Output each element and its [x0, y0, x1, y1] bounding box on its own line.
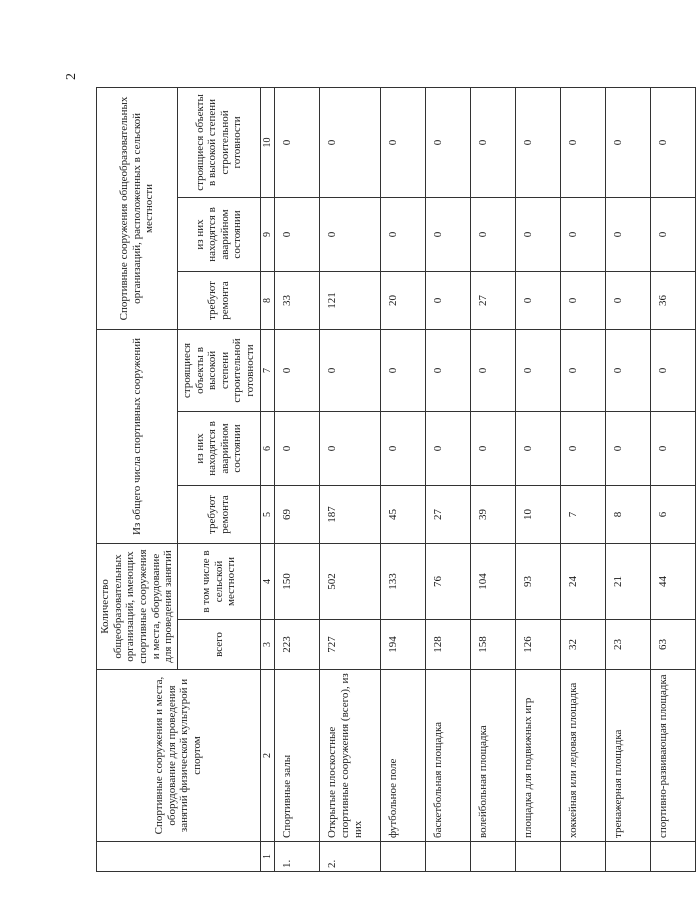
cell-repair: 27 [426, 485, 471, 543]
facility-name: тренажерная площадка [606, 670, 651, 842]
page-number: 2 [64, 73, 79, 80]
cell-rural-repair: 33 [275, 271, 320, 329]
cell-rural: 44 [651, 543, 696, 619]
row-index [516, 842, 561, 872]
cell-rural-emergency: 0 [275, 197, 320, 271]
cell-emergency: 0 [381, 411, 426, 485]
cell-repair: 7 [561, 485, 606, 543]
column-number: 7 [260, 329, 275, 411]
header-rural-construction: строящиеся объекты в высокой степени строительной готовности [177, 87, 260, 197]
cell-repair: 6 [651, 485, 696, 543]
column-number: 9 [260, 197, 275, 271]
column-number: 3 [260, 620, 275, 670]
cell-rural: 21 [606, 543, 651, 619]
cell-construction: 0 [561, 329, 606, 411]
cell-emergency: 0 [471, 411, 516, 485]
header-rural-emergency: из них находятся в аварийном состоянии [177, 197, 260, 271]
cell-total: 727 [320, 620, 381, 670]
cell-rural-construction: 0 [275, 87, 320, 197]
cell-rural-construction: 0 [381, 87, 426, 197]
cell-repair: 187 [320, 485, 381, 543]
facility-name: баскетбольная площадка [426, 670, 471, 842]
column-number: 4 [260, 543, 275, 619]
column-number: 5 [260, 485, 275, 543]
cell-repair: 45 [381, 485, 426, 543]
cell-rural-emergency: 0 [320, 197, 381, 271]
cell-rural-repair: 36 [651, 271, 696, 329]
cell-construction: 0 [381, 329, 426, 411]
facility-name: спортивно-развивающая площадка [651, 670, 696, 842]
cell-total: 63 [651, 620, 696, 670]
cell-total: 126 [516, 620, 561, 670]
cell-rural-emergency: 0 [651, 197, 696, 271]
cell-rural: 24 [561, 543, 606, 619]
header-emergency: из них находятся в аварийном состоянии [177, 411, 260, 485]
cell-construction: 0 [320, 329, 381, 411]
cell-total: 158 [471, 620, 516, 670]
cell-rural-construction: 0 [471, 87, 516, 197]
facility-name: хоккейная или ледовая площадка [561, 670, 606, 842]
cell-emergency: 0 [426, 411, 471, 485]
cell-rural-construction: 0 [606, 87, 651, 197]
cell-rural: 133 [381, 543, 426, 619]
cell-rural-emergency: 0 [561, 197, 606, 271]
cell-emergency: 0 [561, 411, 606, 485]
cell-rural-construction: 0 [426, 87, 471, 197]
cell-rural-emergency: 0 [426, 197, 471, 271]
rotated-table-container [96, 88, 670, 872]
column-number: 6 [260, 411, 275, 485]
cell-rural-repair: 27 [471, 271, 516, 329]
row-index [426, 842, 471, 872]
header-rural-repair: требуют ремонта [177, 271, 260, 329]
cell-total: 128 [426, 620, 471, 670]
facility-name: волейбольная площадка [471, 670, 516, 842]
row-index [606, 842, 651, 872]
cell-repair: 10 [516, 485, 561, 543]
cell-emergency: 0 [516, 411, 561, 485]
cell-rural-repair: 20 [381, 271, 426, 329]
cell-rural-construction: 0 [561, 87, 606, 197]
column-number: 1 [260, 842, 275, 872]
header-general-group: Из общего числа спортивных сооружений [97, 329, 178, 543]
cell-emergency: 0 [320, 411, 381, 485]
cell-rural-emergency: 0 [471, 197, 516, 271]
row-index: 2. [320, 842, 381, 872]
cell-rural-repair: 0 [606, 271, 651, 329]
cell-rural-emergency: 0 [516, 197, 561, 271]
row-index [651, 842, 696, 872]
cell-total: 23 [606, 620, 651, 670]
cell-rural-repair: 0 [561, 271, 606, 329]
row-index: 1. [275, 842, 320, 872]
facility-name: Спортивные залы [275, 670, 320, 842]
cell-rural: 502 [320, 543, 381, 619]
cell-repair: 39 [471, 485, 516, 543]
facility-name: футбольное поле [381, 670, 426, 842]
cell-repair: 8 [606, 485, 651, 543]
cell-rural-construction: 0 [516, 87, 561, 197]
header-construction: строящиеся объекты в высокой степени строительной готовности [177, 329, 260, 411]
column-number: 8 [260, 271, 275, 329]
cell-rural-repair: 121 [320, 271, 381, 329]
header-rural: в том числе в сельской местности [177, 543, 260, 619]
cell-total: 223 [275, 620, 320, 670]
facility-name: Открытые плоскостные спортивные сооружения (всего), из них [320, 670, 381, 842]
cell-rural-emergency: 0 [381, 197, 426, 271]
cell-construction: 0 [275, 329, 320, 411]
cell-rural: 76 [426, 543, 471, 619]
header-facilities: Спортивные сооружения и места, оборудование для проведения занятий физической культурой и спортом [97, 670, 261, 842]
row-index [561, 842, 606, 872]
column-number: 2 [260, 670, 275, 842]
cell-emergency: 0 [606, 411, 651, 485]
cell-emergency: 0 [275, 411, 320, 485]
cell-construction: 0 [471, 329, 516, 411]
header-total: всего [177, 620, 260, 670]
column-number: 10 [260, 87, 275, 197]
header-repair: требуют ремонта [177, 485, 260, 543]
cell-total: 194 [381, 620, 426, 670]
cell-rural: 104 [471, 543, 516, 619]
row-index [471, 842, 516, 872]
cell-construction: 0 [606, 329, 651, 411]
cell-construction: 0 [516, 329, 561, 411]
cell-construction: 0 [651, 329, 696, 411]
sports-facilities-table [96, 87, 696, 872]
cell-repair: 69 [275, 485, 320, 543]
cell-rural: 150 [275, 543, 320, 619]
cell-rural-construction: 0 [651, 87, 696, 197]
cell-rural: 93 [516, 543, 561, 619]
cell-emergency: 0 [651, 411, 696, 485]
cell-rural-repair: 0 [426, 271, 471, 329]
cell-rural-repair: 0 [516, 271, 561, 329]
cell-rural-emergency: 0 [606, 197, 651, 271]
row-index [381, 842, 426, 872]
header-col1-blank [97, 842, 261, 872]
header-rural-group: Спортивные сооружения общеобразовательных организаций, расположенных в сельской местности [97, 87, 178, 329]
cell-construction: 0 [426, 329, 471, 411]
facility-name: площадка для подвижных игр [516, 670, 561, 842]
cell-rural-construction: 0 [320, 87, 381, 197]
cell-total: 32 [561, 620, 606, 670]
header-count-group: Количество общеобразовательных организаций, имеющих спортивные сооружения и места, оборудование для проведения занятий [97, 543, 178, 669]
